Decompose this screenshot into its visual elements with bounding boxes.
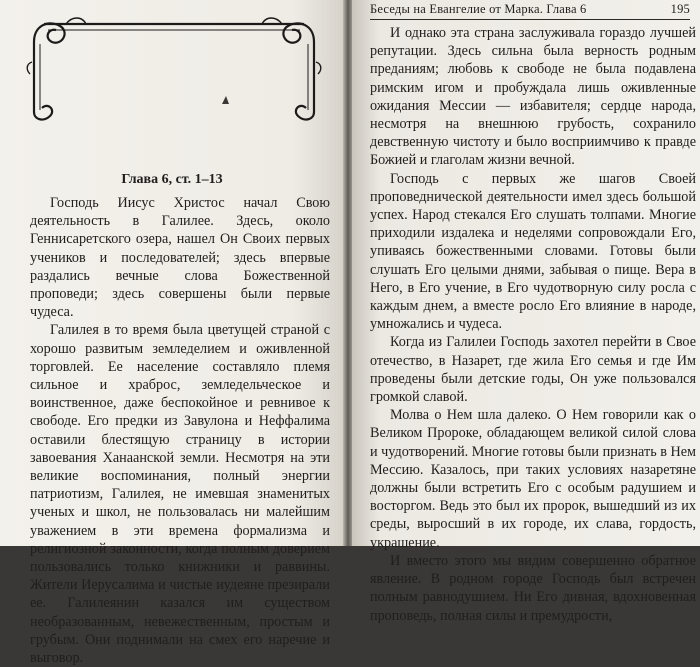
left-page — [0, 0, 344, 667]
paragraph: Когда из Галилеи Господь захотел перейти в Свое отечество, в Назарет, где жила Его семья и где Им проведены были детские годы, Он уже пользовался громкой славой. — [370, 334, 696, 406]
running-title: Беседы на Евангелие от Марка. Глава 6 — [370, 2, 587, 16]
right-body-text — [370, 24, 696, 625]
page-number: 195 — [670, 2, 690, 16]
paragraph: И однако эта страна заслуживала гораздо лучшей репутации. Здесь сильна была верность родным преданиям; любовь к свободе не была подавлена римским игом и пробуждала лишь оживленные ожидания Мессии — избавителя; сердце народа, несмотря на внешнюю грубость, сохранило девственную чистоту и было восприимчиво к правде Божией и глаголам жизни вечной. — [370, 25, 696, 169]
paragraph: Господь с первых же шагов Своей проповеднической деятельности имел здесь большой успех. Народ стекался Его слушать толпами. Многие приходили издалека и неделями сопровождали Его, упиваясь божественными словами. Готовы были слушать Его целыми днями, забывая о пище. Вера в Него, в Его учение, в Его чудотворную силу росла с каждым днем, а вместе росло Его влияние в народе, умножались и чудеса. — [370, 170, 696, 333]
chapter-title: Глава 6, ст. 1–13 — [121, 172, 223, 187]
running-header — [370, 2, 690, 20]
right-page — [352, 0, 700, 624]
left-body-text — [30, 194, 330, 667]
paragraph: Господь Иисус Христос начал Свою деятельность в Галилее. Здесь, около Геннисаретского озера, нашел Он Своих первых учеников и последователей; здесь впервые раздались вечные слова Божественной проповеди; здесь совершены были первые чудеса. — [30, 195, 330, 321]
paragraph: И вместо этого мы видим совершенно обратное явление. В родном городе Господь был встречен полным равнодушием. Ни Его дивная, вдохновенная проповедь, полная силы и премудрости, — [370, 552, 696, 624]
paragraph: Галилея в то время была цветущей страной с хорошо развитым земледелием и оживленной торговлей. Ее население составляло племя сильное и храброс, земледельческое и воинственное, даже беспокойное и ревнивое к свободе. Его предки из Завулона и Неффалима оставили блестящую страницу в истории завоевания Ханаанской земли. Несмотря на эти великие воспоминания, полный энергии патриотизм, Галилея, не имевшая знаменитых ученых и школ, не пользовалась ни малейшим уважением в эти времена формализма и религиозной законности, когда полным доверием пользовались только книжники и раввины. Жители Иерусалима и чистые иудеяне презирали ее. Галилеянин казался им существом необразованным, невежественным, простым и грубым. Они поднимали на смех его наречие и выговор. — [30, 322, 330, 667]
paragraph: Молва о Нем шла далеко. О Нем говорили как о Великом Пророке, обладающем великой силой слова и чудотворений. Многие готовы были признать в Нем Мессию. Казалось, при таких условиях назаретяне должны были встретить Его с особым радушием и восторгом. Ведь это был их пророк, вышедший из их среды, выросший в их городе, их слава, гордость, украшение. — [370, 407, 696, 551]
ornamental-header-frame — [26, 14, 322, 122]
